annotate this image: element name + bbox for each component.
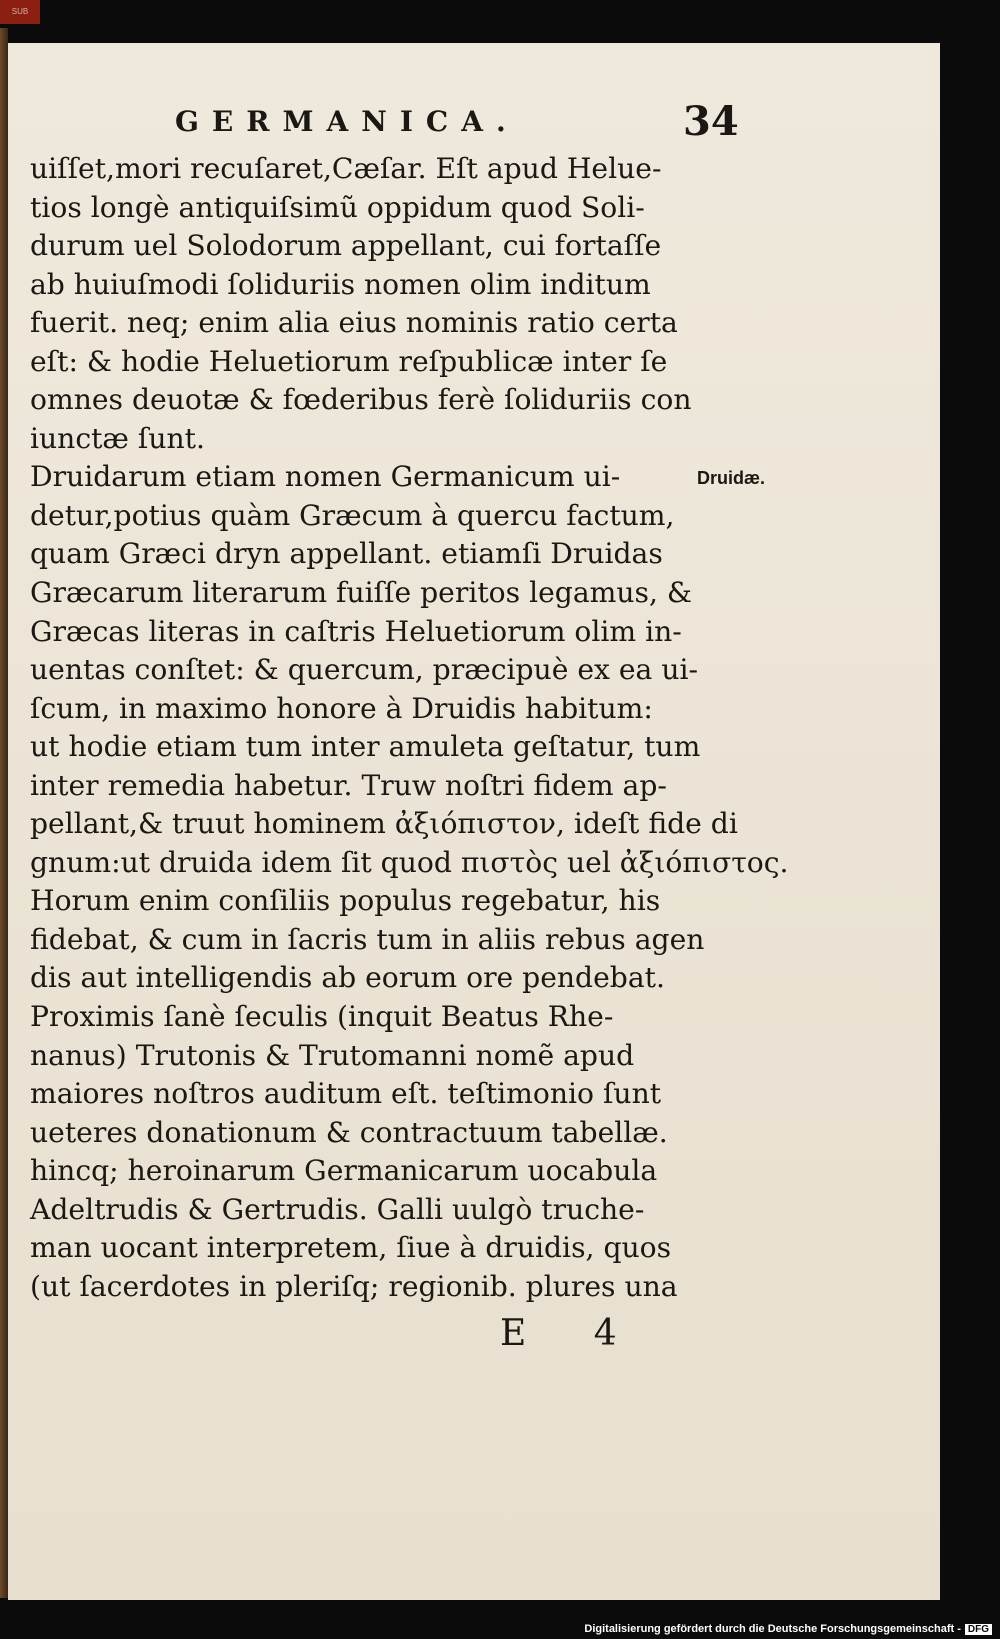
text-line: omnes deuotæ & fœderibus ferè ſoliduriis con (30, 383, 692, 417)
digitization-credit (584, 1623, 992, 1635)
text-line: ueteres donationum & contractuum tabellæ. (30, 1115, 668, 1149)
text-line: detur,potius quàm Græcum à quercu factum, (30, 498, 675, 532)
text-line: uiſſet,mori recuſaret,Cæſar. Eſt apud Helue- (30, 152, 662, 185)
text-line: man uocant interpretem, ſiue à druidis, quos (30, 1231, 672, 1265)
text-line: Græcas literas in caſtris Heluetiorum olim in- (30, 614, 682, 648)
text-line: hincq; heroinarum Germanicarum uocabula (30, 1154, 658, 1188)
text-line: eſt: & hodie Heluetiorum reſpublicæ inter ſe (30, 344, 668, 378)
page-number: 34 (683, 98, 739, 145)
text-line: dis aut intelligendis ab eorum ore pendebat. (30, 961, 665, 995)
text-line: pellant,& truut hominem ἀξιόπιστον, ideſt fide di (30, 807, 738, 841)
book-spine (0, 28, 8, 1598)
signature-mark: E 4 (500, 1313, 645, 1354)
text-line: fidebat, & cum in ſacris tum in aliis rebus agen (30, 922, 705, 956)
text-line: (ut ſacerdotes in pleriſq; regionib. plures una (30, 1269, 678, 1303)
text-line: Horum enim conſiliis populus regebatur, his (30, 884, 661, 918)
text-line: ab huiuſmodi ſoliduriis nomen olim inditum (30, 267, 651, 301)
text-line: Proximis ſanè ſeculis (inquit Beatus Rhe- (30, 1000, 614, 1034)
text-line: Græcarum literarum fuiſſe peritos legamus, & (30, 576, 692, 610)
text-line: tios longè antiquiſsimũ oppidum quod Soli- (30, 190, 645, 224)
text-line: ſcum, in maximo honore à Druidis habitum: (30, 691, 653, 725)
text-line: Adeltrudis & Gertrudis. Galli uulgò truche- (30, 1192, 645, 1226)
text-line: iunctæ ſunt. (30, 421, 205, 455)
text-line: gnum:ut druida idem ſit quod πιστὸς uel ἀξιόπιστος. (30, 845, 789, 879)
text-line: maiores noſtros auditum eſt. teſtimonio ſunt (30, 1077, 662, 1111)
text-line: uentas conſtet: & quercum, præcipuè ex ea ui- (30, 653, 699, 687)
marginal-note: Druidæ. (697, 468, 766, 488)
text-line: durum uel Solodorum appellant, cui fortaſſe (30, 229, 662, 263)
text-line: nanus) Trutonis & Trutomanni nomẽ apud (30, 1038, 635, 1072)
library-tab-mark: SUB (0, 0, 40, 24)
text-line: ut hodie etiam tum inter amuleta geſtatur, tum (30, 730, 701, 764)
text-line: quam Græci dryn appellant. etiamſi Druidas (30, 537, 663, 571)
text-line: inter remedia habetur. Truw noſtri fidem ap- (30, 768, 667, 802)
text-line: fuerit. neq; enim alia eius nominis ratio certa (30, 306, 678, 340)
credit-text: Digitalisierung gefördert durch die Deutsche Forschungsgemeinschaft - (584, 1623, 961, 1635)
dfg-logo: DFG (965, 1624, 992, 1635)
running-title: GERMANICA. (175, 105, 519, 138)
text-line: Druidarum etiam nomen Germanicum ui- (30, 460, 621, 494)
